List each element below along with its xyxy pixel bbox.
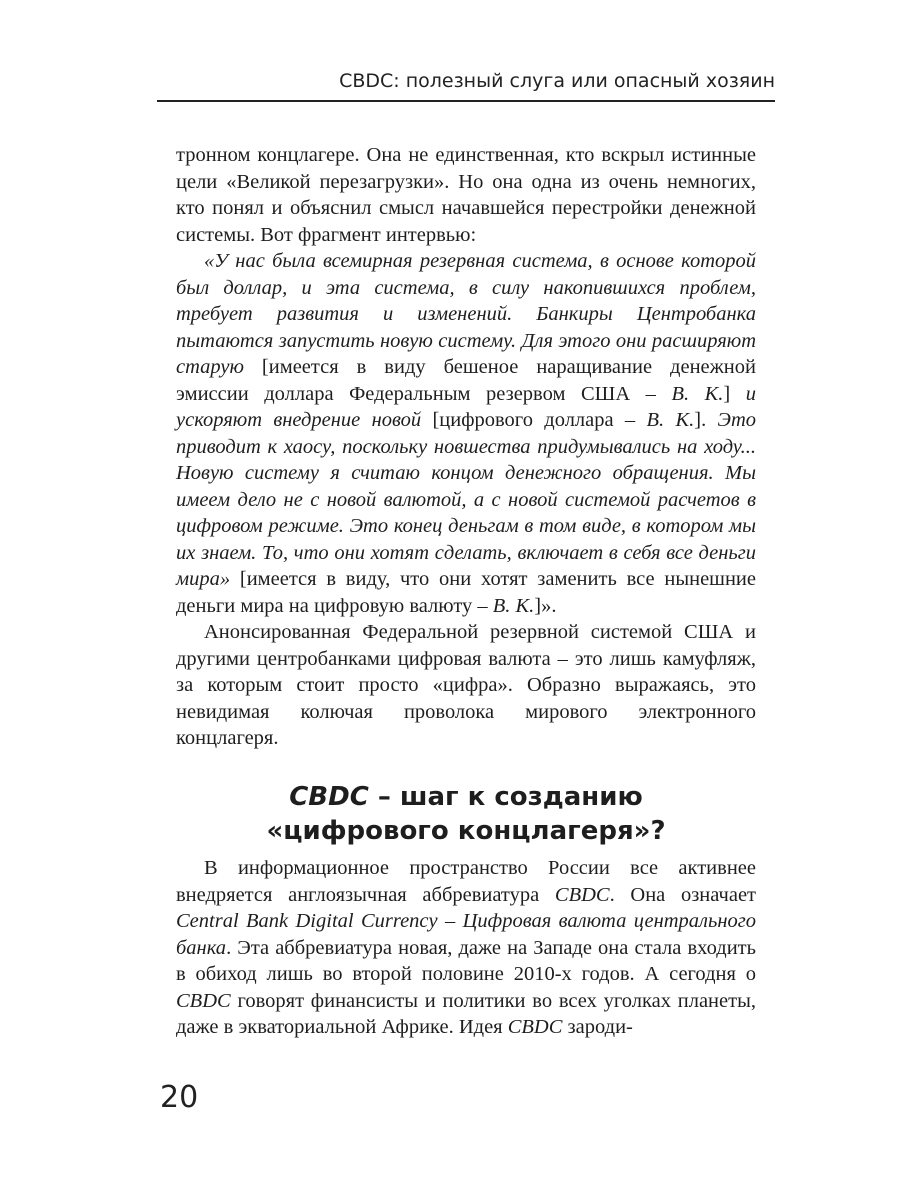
page-number: 20 (160, 1080, 199, 1115)
editor-note-end: ]. (694, 409, 718, 431)
abbreviation: CBDC (176, 989, 231, 1012)
quote-segment: и ускоряют внедрение новой (176, 382, 757, 431)
section-heading-line1 (176, 780, 756, 814)
paragraph-continued: тронном концлагере. Она не единственная, кто вскрыл истинные цели «Великой перезагрузки». Но она одна из очень немногих, кто понял и объяснил смысл начавшейся перестройки денежной системы. Вот фрагмент интервью: (176, 144, 756, 246)
paragraph: Анонсированная Федеральной резервной системой США и другими центробанками цифровая валюта – это лишь камуфляж, за которым стоит просто «цифра». Образно выражаясь, это невидимая колючая проволока мирового электронного концлагеря. (176, 621, 756, 749)
editor-note: [имеется в виду, что они хотят заменить все нынешние деньги мира на цифровую валюту – (176, 568, 756, 617)
abbreviation: CBDC (507, 1016, 563, 1038)
section-heading (176, 780, 756, 848)
editor-note: [имеется в виду бешеное наращивание денежной эмиссии доллара Федеральным резервом США – (176, 356, 756, 405)
main-text (176, 142, 756, 752)
editor-note-end: ] (723, 382, 746, 405)
header-rule (157, 100, 775, 102)
heading-text: – шаг к созданию (368, 782, 643, 812)
text-segment: зароди- (562, 1016, 633, 1038)
heading-abbreviation: CBDC (289, 782, 369, 812)
section-text (176, 855, 756, 1041)
quote-paragraph (176, 248, 756, 619)
text-segment: . Эта аббревиатура новая, даже на Западе она стала входить в обиход лишь во второй половине 2010-х годов. А сегодня о (176, 936, 756, 985)
term-definition: Central Bank Digital Currency – Цифровая валюта центрального банка (176, 910, 756, 959)
editor-note-end: ]». (534, 594, 557, 617)
text-segment: говорят финансисты и политики во всех уголках планеты, даже в экваториальной Африке. Идея (176, 989, 756, 1038)
text-segment: В информационное пространство России все активнее внедряется англоязычная аббревиатура (176, 857, 756, 906)
text-segment: . Она означает (609, 883, 757, 906)
author-initials: В. К. (646, 409, 695, 431)
editor-note: [цифрового доллара – (421, 409, 647, 431)
paragraph (176, 855, 756, 1041)
abbreviation: CBDC (554, 883, 610, 906)
section-heading-line2: «цифрового концлагеря»? (266, 816, 666, 846)
author-initials: В. К. (492, 594, 535, 617)
author-initials: В. К. (671, 382, 724, 405)
running-header: CBDC: полезный слуга или опасный хозяин (339, 70, 775, 92)
quote-segment: «У нас была всемирная резервная система, в основе которой был доллар, и эта система, в силу накопившихся проблем, требует развития и изменений. Банкиры Центробанка пытаются запустить новую систему. Для этого они расширяют старую (176, 250, 756, 378)
quote-segment: Это приводит к хаосу, поскольку новшества придумывались на ходу... Новую систему я считаю концом денежного обращения. Мы имеем дело не с новой валютой, а с новой системой расчетов в цифровом режиме. Это конец деньгам в том виде, в котором мы их знаем. То, что они хотят сделать, включает в себя все деньги мира» (176, 409, 757, 590)
